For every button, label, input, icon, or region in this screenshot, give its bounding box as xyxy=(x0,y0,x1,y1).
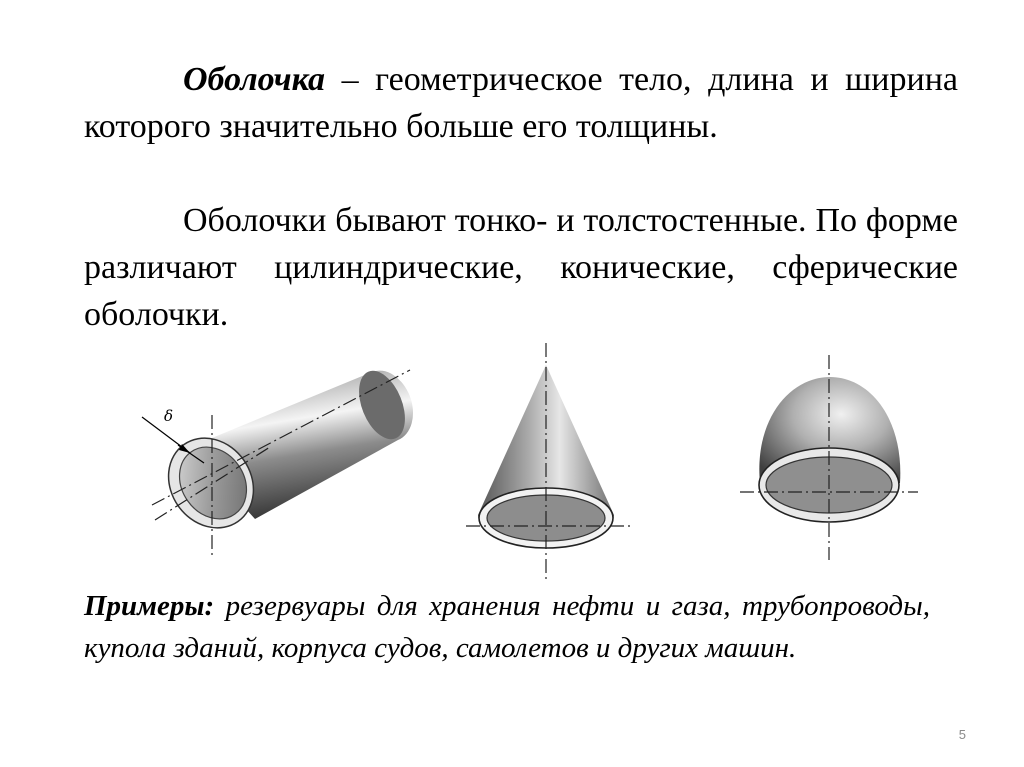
page-number: 5 xyxy=(958,727,966,742)
thickness-label: δ xyxy=(164,407,174,425)
cylindrical-shell-figure xyxy=(130,355,420,555)
examples-lead: Примеры: xyxy=(84,590,215,622)
spherical-shell-figure xyxy=(740,355,920,560)
conical-shell-figure xyxy=(462,343,637,583)
definition-term: Оболочка xyxy=(183,61,326,98)
shell-types-paragraph: Оболочки бывают тонко- и толстостенные. По форме различают цилиндрические, конические, сферические оболочки. xyxy=(84,202,958,333)
examples-text: резервуары для хранения нефти и газа, трубопроводы, купола зданий, корпуса судов, самолетов и других машин. xyxy=(84,590,930,664)
examples-paragraph xyxy=(84,585,930,669)
dome-shape xyxy=(759,377,900,522)
definition-text: – геометрическое тело, длина и ширина которого значительно больше его толщины. xyxy=(84,61,958,145)
definition-paragraph xyxy=(84,56,958,150)
